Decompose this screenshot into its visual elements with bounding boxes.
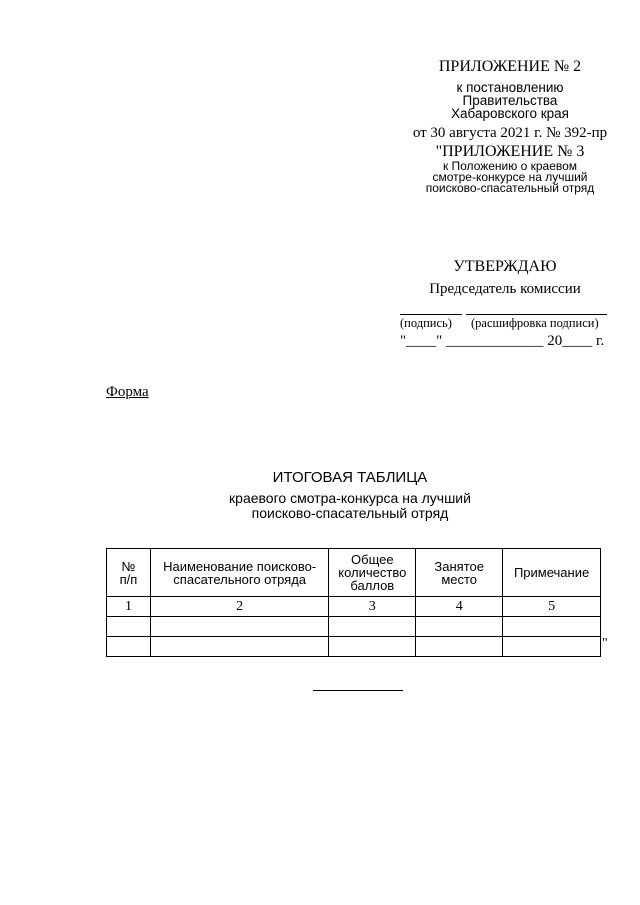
table-row xyxy=(107,617,601,637)
empty-cell xyxy=(107,637,151,657)
empty-cell xyxy=(150,617,328,637)
header-cell: № п/п xyxy=(107,549,151,597)
header-cell: Занятое место xyxy=(416,549,503,597)
empty-cell xyxy=(329,637,416,657)
sub-appendix-line: поисково-спасательный отряд xyxy=(425,181,595,195)
appendix-block xyxy=(380,58,640,194)
approval-position: Председатель комиссии xyxy=(429,281,581,297)
form-label: Форма xyxy=(106,384,149,400)
decoding-label: (расшифровка подписи) xyxy=(471,316,599,330)
results-table xyxy=(106,548,601,657)
appendix-line: к постановлению xyxy=(456,80,564,95)
empty-cell xyxy=(150,637,328,657)
approval-date: "____" _____________ 20____ г. xyxy=(400,333,605,349)
sub-appendix-title: "ПРИЛОЖЕНИЕ № 3 xyxy=(435,143,585,160)
empty-cell xyxy=(329,617,416,637)
closing-quote: " xyxy=(602,636,608,651)
number-cell: 3 xyxy=(329,597,416,617)
table-row xyxy=(107,597,601,617)
empty-cell xyxy=(503,637,601,657)
empty-cell xyxy=(416,637,503,657)
header-cell: Общее количество баллов xyxy=(329,549,416,597)
header-cell: Примечание xyxy=(503,549,601,597)
decoding-line xyxy=(466,314,607,315)
table-row xyxy=(107,637,601,657)
table-title: ИТОГОВАЯ ТАБЛИЦА xyxy=(272,469,428,486)
sub-appendix-line: смотре-конкурсе на лучший xyxy=(432,170,588,184)
number-cell: 2 xyxy=(150,597,328,617)
empty-cell xyxy=(107,617,151,637)
table-subtitle: поисково-спасательный отряд xyxy=(251,505,449,521)
appendix-title: ПРИЛОЖЕНИЕ № 2 xyxy=(438,58,582,75)
empty-cell xyxy=(416,617,503,637)
number-cell: 4 xyxy=(416,597,503,617)
empty-cell xyxy=(503,617,601,637)
number-cell: 1 xyxy=(107,597,151,617)
table-header-row xyxy=(107,549,601,597)
approval-block xyxy=(390,258,620,298)
header-cell: Наименование поисково-спасательного отряда xyxy=(150,549,328,597)
number-cell: 5 xyxy=(503,597,601,617)
approval-title: УТВЕРЖДАЮ xyxy=(453,258,557,275)
signature-line xyxy=(400,314,462,315)
end-separator-line xyxy=(313,690,403,691)
appendix-line: Хабаровского края xyxy=(451,106,569,121)
appendix-date: от 30 августа 2021 г. № 392-пр xyxy=(412,125,608,141)
signature-label: (подпись) xyxy=(400,316,452,330)
appendix-line: Правительства xyxy=(462,93,558,108)
table-heading xyxy=(150,469,550,521)
sub-appendix-line: к Положению о краевом xyxy=(442,159,578,173)
table-subtitle: краевого смотра-конкурса на лучший xyxy=(229,490,471,506)
